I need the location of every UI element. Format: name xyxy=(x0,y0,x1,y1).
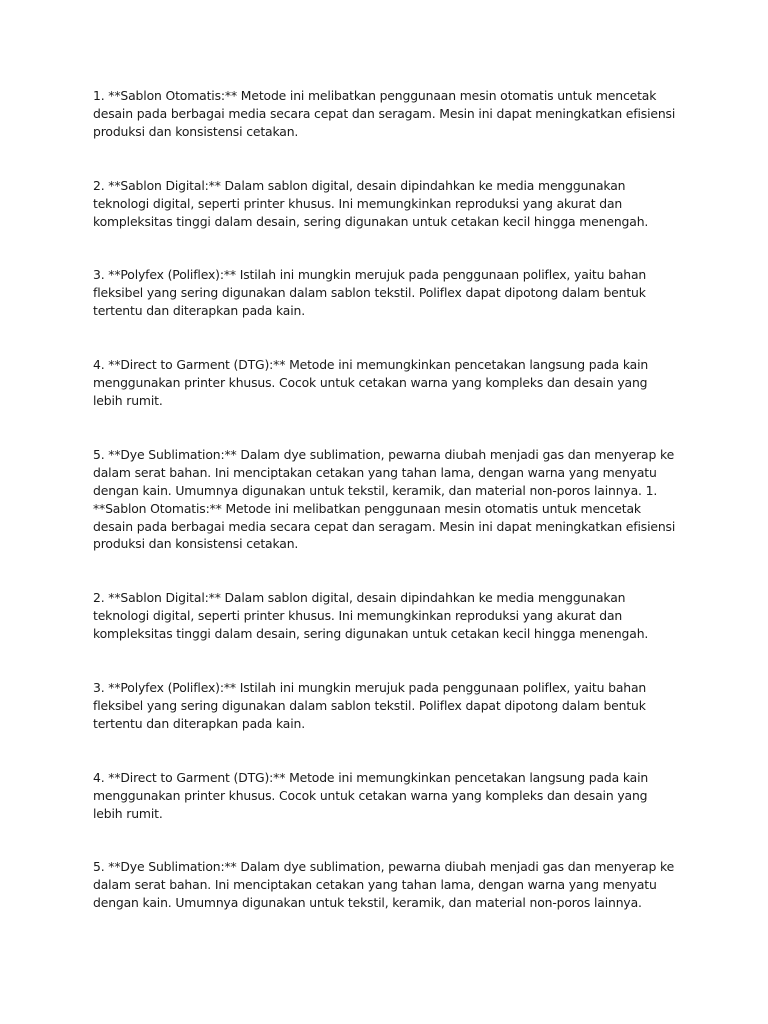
paragraph-polyfex-repeat: 3. **Polyfex (Poliflex):** Istilah ini mungkin merujuk pada penggunaan poliflex, yaitu bahan fleksibel yang sering digunakan dalam sablon tekstil. Poliflex dapat dipotong dalam bentuk tertentu dan diterapkan pada kain. xyxy=(93,680,647,731)
paragraph-polyfex: 3. **Polyfex (Poliflex):** Istilah ini mungkin merujuk pada penggunaan poliflex, yaitu bahan fleksibel yang sering digunakan dalam sablon tekstil. Poliflex dapat dipotong dalam bentuk tertentu dan diterapkan pada kain. xyxy=(93,267,647,319)
paragraph-dtg-repeat: 4. **Direct to Garment (DTG):** Metode ini memungkinkan pencetakan langsung pada kain menggunakan printer khusus. Cocok untuk cetakan warna yang kompleks dan desain yang lebih rumit. xyxy=(93,769,649,821)
paragraph-sablon-digital-repeat: 2. **Sablon Digital:** Dalam sablon digital, desain dipindahkan ke media menggunakan teknologi digital, seperti printer khusus. Ini memungkinkan reproduksi yang akurat dan kompleksitas tinggi dalam desain, sering digunakan untuk cetakan kecil hingga menengah. xyxy=(93,590,649,642)
paragraph-dtg: 4. **Direct to Garment (DTG):** Metode ini memungkinkan pencetakan langsung pada kain menggunakan printer khusus. Cocok untuk cetakan warna yang kompleks dan desain yang lebih rumit. xyxy=(93,357,649,408)
paragraph-dye-sublimation-repeat: 5. **Dye Sublimation:** Dalam dye sublimation, pewarna diubah menjadi gas dan menyerap ke dalam serat bahan. Ini menciptakan cetakan yang tahan lama, dengan warna yang menyatu dengan kain. Umumnya digunakan untuk tekstil, keramik, dan material non-poros lainnya. xyxy=(93,859,675,911)
paragraph-sablon-digital: 2. **Sablon Digital:** Dalam sablon digital, desain dipindahkan ke media menggunakan teknologi digital, seperti printer khusus. Ini memungkinkan reproduksi yang akurat dan kompleksitas tinggi dalam desain, sering digunakan untuk cetakan kecil hingga menengah. xyxy=(93,177,649,229)
document-body xyxy=(93,87,678,948)
paragraph-sablon-otomatis: 1. **Sablon Otomatis:** Metode ini melibatkan penggunaan mesin otomatis untuk mencetak desain pada berbagai media secara cepat dan seragam. Mesin ini dapat meningkatkan efisiensi produksi dan konsistensi cetakan. xyxy=(93,88,676,139)
paragraph-dye-sublimation: 5. **Dye Sublimation:** Dalam dye sublimation, pewarna diubah menjadi gas dan menyerap ke dalam serat bahan. Ini menciptakan cetakan yang tahan lama, dengan warna yang menyatu dengan kain. Umumnya digunakan untuk tekstil, keramik, dan material non-poros lainnya. 1. **Sablon Otomatis:** Metode ini melibatkan penggunaan mesin otomatis untuk mencetak desain pada berbagai media secara cepat dan seragam. Mesin ini dapat meningkatkan efisiensi produksi dan konsistensi cetakan. xyxy=(93,446,676,552)
